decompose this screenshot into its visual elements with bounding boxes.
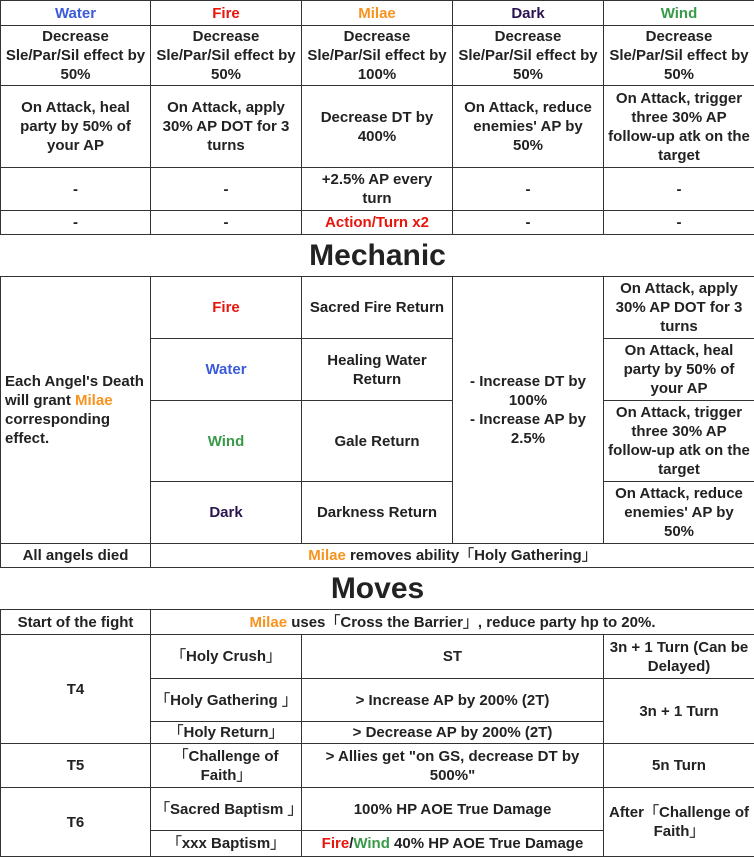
- move-timing: 5n Turn: [604, 744, 754, 788]
- return-element: Fire: [151, 277, 302, 339]
- moves-t6-row-1: [1, 788, 754, 831]
- section-title-mechanic: Mechanic: [1, 235, 754, 277]
- start-label: Start of the fight: [1, 610, 151, 635]
- moves-t4-row-1: [1, 635, 754, 679]
- return-name: Darkness Return: [302, 482, 453, 544]
- effect-sep: /: [349, 835, 353, 852]
- return-effect: On Attack, reduce enemies' AP by 50%: [604, 482, 754, 544]
- cell: +2.5% AP every turn: [302, 168, 453, 211]
- shared-line-1: - Increase DT by 100%: [457, 372, 599, 410]
- moves-title-row: [1, 568, 754, 610]
- mechanic-shared-effect: [453, 277, 604, 544]
- shared-line-2: - Increase AP by 2.5%: [457, 410, 599, 448]
- cell: Decrease Sle/Par/Sil effect by 50%: [1, 26, 151, 86]
- header-fire: Fire: [151, 1, 302, 26]
- effect-fire: Fire: [322, 835, 350, 852]
- element-row-4: [1, 211, 754, 235]
- element-row-1: [1, 26, 754, 86]
- move-effect: ST: [302, 635, 604, 679]
- cell: On Attack, trigger three 30% AP follow-up atk on the target: [604, 86, 754, 168]
- move-effect: 100% HP AOE True Damage: [302, 788, 604, 831]
- return-effect: On Attack, trigger three 30% AP follow-up atk on the target: [604, 401, 754, 482]
- cell: -: [604, 168, 754, 211]
- cell-action-turn: Action/Turn x2: [302, 211, 453, 235]
- move-timing: 3n + 1 Turn (Can be Delayed): [604, 635, 754, 679]
- cell: -: [151, 211, 302, 235]
- return-name: Healing Water Return: [302, 339, 453, 401]
- cell: -: [1, 168, 151, 211]
- header-milae: Milae: [302, 1, 453, 26]
- mechanic-all-died-row: [1, 544, 754, 568]
- cell: -: [604, 211, 754, 235]
- all-died-effect: [151, 544, 754, 568]
- intro-milae: Milae: [75, 392, 113, 409]
- turn-t4: T4: [1, 635, 151, 744]
- move-effect: > Allies get "on GS, decrease DT by 500%": [302, 744, 604, 788]
- return-name: Sacred Fire Return: [302, 277, 453, 339]
- return-effect: On Attack, apply 30% AP DOT for 3 turns: [604, 277, 754, 339]
- return-element: Water: [151, 339, 302, 401]
- start-milae: Milae: [250, 614, 288, 631]
- mechanic-intro: [1, 277, 151, 544]
- move-name: 「Holy Gathering 」: [151, 679, 302, 722]
- cell: Decrease Sle/Par/Sil effect by 100%: [302, 26, 453, 86]
- moves-start-row: [1, 610, 754, 635]
- return-name: Gale Return: [302, 401, 453, 482]
- element-header-row: [1, 1, 754, 26]
- cell: On Attack, reduce enemies' AP by 50%: [453, 86, 604, 168]
- cell: -: [453, 168, 604, 211]
- all-died-text: removes ability「Holy Gathering」: [346, 547, 597, 564]
- turn-t5: T5: [1, 744, 151, 788]
- turn-t6: T6: [1, 788, 151, 857]
- all-died-label: All angels died: [1, 544, 151, 568]
- intro-post: corresponding effect.: [5, 411, 110, 447]
- start-text: uses「Cross the Barrier」, reduce party hp to 20%.: [287, 614, 655, 631]
- start-effect: [151, 610, 754, 635]
- cell: Decrease Sle/Par/Sil effect by 50%: [453, 26, 604, 86]
- header-dark: Dark: [453, 1, 604, 26]
- move-effect: > Decrease AP by 200% (2T): [302, 722, 604, 744]
- return-element: Wind: [151, 401, 302, 482]
- cell: On Attack, apply 30% AP DOT for 3 turns: [151, 86, 302, 168]
- move-name: 「Holy Return」: [151, 722, 302, 744]
- move-name: 「xxx Baptism」: [151, 831, 302, 857]
- header-wind: Wind: [604, 1, 754, 26]
- return-effect: On Attack, heal party by 50% of your AP: [604, 339, 754, 401]
- section-title-moves: Moves: [1, 568, 754, 610]
- cell: Decrease DT by 400%: [302, 86, 453, 168]
- effect-wind: Wind: [353, 835, 390, 852]
- all-died-milae: Milae: [308, 547, 346, 564]
- element-row-2: [1, 86, 754, 168]
- mechanic-title-row: [1, 235, 754, 277]
- intro-pre: Each Angel's Death will grant: [5, 373, 144, 409]
- moves-t5-row: [1, 744, 754, 788]
- cell: Decrease Sle/Par/Sil effect by 50%: [151, 26, 302, 86]
- move-name: 「Sacred Baptism 」: [151, 788, 302, 831]
- cell: -: [1, 211, 151, 235]
- move-timing: After「Challenge of Faith」: [604, 788, 754, 857]
- mechanic-row-fire: [1, 277, 754, 339]
- effect-rest: 40% HP AOE True Damage: [390, 835, 583, 852]
- move-name: 「Challenge of Faith」: [151, 744, 302, 788]
- cell: On Attack, heal party by 50% of your AP: [1, 86, 151, 168]
- header-water: Water: [1, 1, 151, 26]
- move-effect: > Increase AP by 200% (2T): [302, 679, 604, 722]
- move-name: 「Holy Crush」: [151, 635, 302, 679]
- cell: Decrease Sle/Par/Sil effect by 50%: [604, 26, 754, 86]
- element-row-3: [1, 168, 754, 211]
- return-element: Dark: [151, 482, 302, 544]
- move-timing: 3n + 1 Turn: [604, 679, 754, 744]
- cell: -: [151, 168, 302, 211]
- cell: -: [453, 211, 604, 235]
